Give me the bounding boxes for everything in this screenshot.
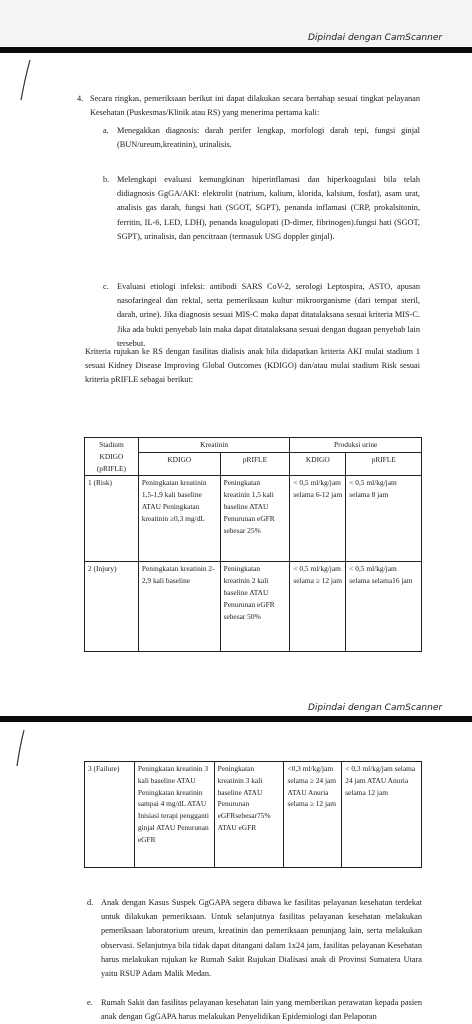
page-top-border [0,47,472,53]
table-cell-stage: 1 (Risk) [85,476,139,562]
camscanner-watermark: Dipindai dengan CamScanner [308,33,443,43]
table-cell-kdigo-urine: < 0,5 ml/kg/jam selama ≥ 12 jam [290,562,346,652]
table-cell-prifle-urine: < 0,5 ml/kg/jam selama selama16 jam [346,562,422,652]
table-cell-kdigo-urine: < 0,5 ml/kg/jam selama 6-12 jam [290,476,346,562]
table-cell-prifle-cr: Peningkatan kreatinin 2 kali baseline ATAU Penurunan eGFR sebesar 50% [220,562,290,652]
table-head-stadium: Stadium KDIGO (pRIFLE) [85,438,139,476]
item-4-number: 4. [77,94,84,103]
item-e-text: Rumah Sakit dan fasilitas pelayanan kesehatan lain yang memberikan perawatan kepada pasien anak dengan GgGAPA harus melakukan Penyelidikan Epidemiologi dan Pelaporan [101,998,422,1022]
item-c-text: Evaluasi etiologi infeksi: antibodi SARS CoV-2, serologi Leptospira, ASTO, apusan nasofaringeal dan rektal, serta pemeriksaan kultur mikroorganisme (dari tempat steril, darah, urine). Jika diagnosis sesuai MIS-C maka dapat ditatalaksana sesuai kriteria MIS-C. Jika ada bukti penyebab lain maka dapat ditatalaksana sesuai dengan dugaan penyebab lain tersebut. [117,282,420,348]
item-b-text: Melengkapi evaluasi kemungkinan hiperinflamasi dan hiperkoagulasi bila telah didiagnosis GgGA/AKI: elektrolit (natrium, kalium, klorida, kalsium, fosfat), asam urat, analisis gas darah, fungsi hati (SGOT, SGPT), penanda inflamasi (CRP, prokalsitonin, ferritin, IL-6, LED, LDH), penanda koagulopati (D-dimer, fibrinogen).fungsi hati (SGOT, SGPT), urinalisis, dan pencitraan (termasuk USG doppler ginjal). [117,175,420,241]
table-cell-kdigo-cr: Peningkatan kreatinin 2-2,9 kali baseline [138,562,220,652]
item-c-label: c. [103,282,109,291]
item-d-label: d. [87,898,94,907]
table-cell-prifle-urine: < 0,5 ml/kg/jam selama 8 jam [346,476,422,562]
table-head-urine: Produksi urine [290,438,422,453]
table-sub-kdigo-urine: KDIGO [290,453,346,476]
item-e-label: e. [87,998,93,1007]
table-row [85,562,422,652]
item-a-label: a. [103,126,109,135]
table-cell-kdigo-cr: Peningkatan kreatinin 3 kali baseline ATAU Peningkatan kreatinin sampai 4 mg/dL ATAU Inisiasi terapi pengganti ginjal ATAU Penurunan eGFR [134,762,214,868]
table-cell-kdigo-urine: <0,3 ml/kg/jam selama ≥ 24 jam ATAU Anuria selama ≥ 12 jam [284,762,342,868]
table-cell-prifle-cr: Peningkatan kreatinin 1,5 kali baseline ATAU Penurunan eGFR sebesar 25% [220,476,290,562]
table-sub-prifle-urine: pRIFLE [346,453,422,476]
camscanner-watermark-bottom: Dipindai dengan CamScanner [308,703,443,713]
table-cell-stage: 3 (Failure) [85,762,135,868]
table-cell-kdigo-cr: Peningkatan kreatinin 1,5-1,9 kali baseline ATAU Peningkatan kreatinin ≥0,3 mg/dL [138,476,220,562]
table-sub-kdigo-cr: KDIGO [138,453,220,476]
table-sub-prifle-cr: pRIFLE [220,453,290,476]
table-cell-stage: 2 (Injury) [85,562,139,652]
page-break [0,716,472,722]
aki-criteria-table [84,437,422,652]
table-cell-prifle-urine: < 0,3 ml/kg/jam selama 24 jam ATAU Anuria selama 12 jam [342,762,422,868]
table-row [85,762,422,868]
table-head-kreatinin: Kreatinin [138,438,290,453]
criteria-paragraph: Kriteria rujukan ke RS dengan fasilitas dialisis anak bila didapatkan kriteria AKI mulai stadium 1 sesuai Kidney Disease Improving Global Outcomes (KDIGO) dan/atau mulai stadium Risk sesuai kriteria pRIFLE sebagai berikut: [85,347,420,385]
item-a-text: Menegakkan diagnosis: darah perifer lengkap, morfologi darah tepi, fungsi ginjal (BUN/ureum,kreatinin), urinalisis. [117,126,420,150]
item-4-intro: Secara ringkas, pemeriksaan berikut ini dapat dilakukan secara bertahap sesuai tingkat pelayanan Kesehatan (Puskesmas/Klinik atau RS) yang menerima pertama kali: [90,94,420,118]
pen-mark-icon [18,58,34,102]
item-b-label: b. [103,175,110,184]
aki-criteria-table-continued [84,761,422,868]
table-cell-prifle-cr: Peningkatan kreatinin 3 kali baseline ATAU Penurunan eGFRsebesar75% ATAU eGFR [214,762,284,868]
table-row [85,476,422,562]
item-d-text: Anak dengan Kasus Suspek GgGAPA segera dibawa ke fasilitas pelayanan kesehatan terdekat untuk dilakukan pemeriksaan. Untuk selanjutnya fasilitas pelayanan kesehatan melakukan pemeriksaan laboratorium ureum, kreatinin dan pemeriksaan penunjang lain, serta melakukan observasi. Selanjutnya bila tidak dapat ditangani dalam 1x24 jam, fasilitas pelayanan Kesehatan harus melakukan rujukan ke Rumah Sakit Rujukan Dialisasi anak di Provinsi Sumatera Utara yaitu RSUP Adam Malik Medan. [101,898,422,979]
pen-mark-icon-2 [14,728,28,768]
